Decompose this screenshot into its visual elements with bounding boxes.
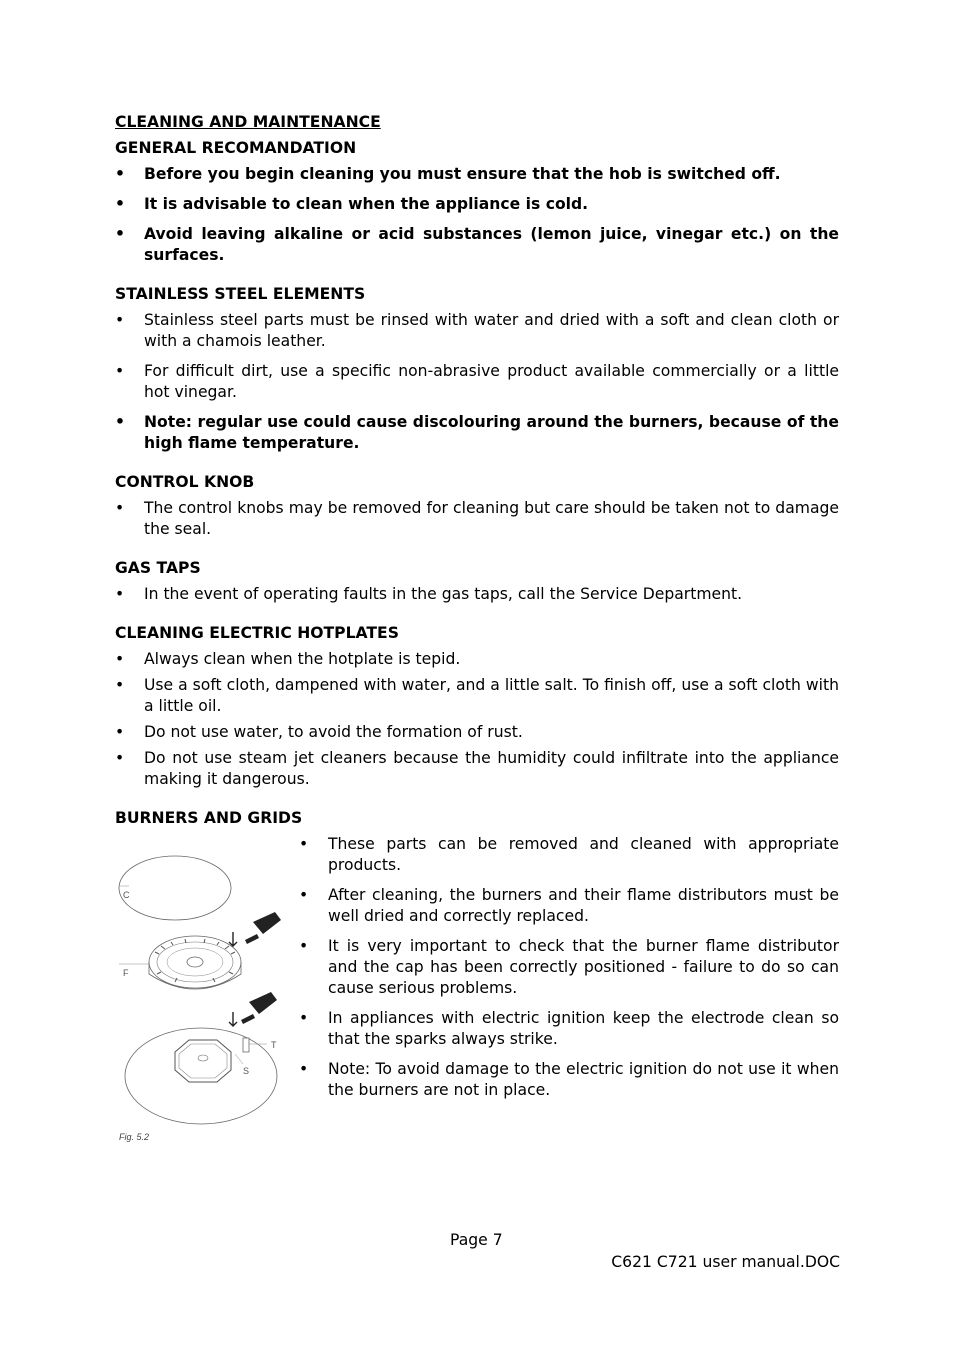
list-item: • Note: To avoid damage to the electric ignition do not use it when the burners are not in place. (299, 1060, 839, 1099)
list-item: • Do not use water, to avoid the formation of rust. (115, 723, 523, 741)
figure-caption: Fig. 5.2 (119, 1132, 150, 1142)
document-filename: C621 C721 user manual.DOC (611, 1253, 840, 1271)
page-number: Page 7 (450, 1231, 503, 1249)
list-item: • Avoid leaving alkaline or acid substances (lemon juice, vinegar etc.) on the surfaces. (115, 225, 839, 264)
list-item: • Note: regular use could cause discolouring around the burners, because of the high flame temperature. (115, 413, 839, 452)
label-t: T (271, 1040, 277, 1050)
list-item: • For difficult dirt, use a specific non-abrasive product available commercially or a little hot vinegar. (115, 362, 839, 401)
list-item: • In appliances with electric ignition keep the electrode clean so that the sparks always strike. (299, 1009, 839, 1048)
bullet-icon: • (299, 835, 309, 853)
document-body (115, 112, 839, 1142)
list-control-knob (115, 498, 839, 540)
heading-control-knob: CONTROL KNOB (115, 473, 255, 491)
list-item: • The control knobs may be removed for cleaning but care should be taken not to damage the seal. (115, 499, 839, 538)
bullet-icon: • (299, 886, 309, 904)
list-item: • Stainless steel parts must be rinsed with water and dried with a soft and clean cloth or with a chamois leather. (115, 311, 839, 350)
list-hotplates (115, 649, 839, 790)
bullet-icon: • (115, 311, 125, 329)
list-item: • Before you begin cleaning you must ensure that the hob is switched off. (115, 165, 781, 183)
bullet-icon: • (299, 1060, 309, 1078)
bullet-icon: • (115, 585, 125, 603)
bullet-icon: • (115, 499, 125, 517)
heading-stainless: STAINLESS STEEL ELEMENTS (115, 285, 366, 303)
heading-gas-taps: GAS TAPS (115, 559, 201, 577)
bullet-icon: • (115, 650, 125, 668)
list-item: • These parts can be removed and cleaned with appropriate products. (299, 835, 839, 874)
list-stainless (115, 310, 839, 454)
list-general (115, 164, 839, 266)
burner-diagram (115, 844, 290, 1144)
list-item: • Always clean when the hotplate is tepid. (115, 650, 461, 668)
list-item: • After cleaning, the burners and their flame distributors must be well dried and correctly replaced. (299, 886, 839, 925)
bullet-icon: • (115, 195, 125, 213)
bullet-icon: • (115, 225, 125, 243)
list-gas-taps (115, 584, 839, 605)
bullet-icon: • (115, 362, 125, 380)
label-c: C (123, 890, 130, 900)
list-burners (299, 834, 839, 1101)
bullet-icon: • (115, 165, 125, 183)
bullet-icon: • (299, 937, 309, 955)
bullet-icon: • (115, 749, 125, 767)
page-title: CLEANING AND MAINTENANCE (115, 113, 381, 131)
heading-hotplates: CLEANING ELECTRIC HOTPLATES (115, 624, 399, 642)
label-s: S (243, 1066, 250, 1076)
list-item: • It is very important to check that the burner flame distributor and the cap has been correctly positioned - failure to do so can cause serious problems. (299, 937, 839, 997)
list-item: • In the event of operating faults in the gas taps, call the Service Department. (115, 585, 743, 603)
burners-section (115, 834, 839, 1142)
bullet-icon: • (115, 413, 125, 431)
bullet-icon: • (299, 1009, 309, 1027)
list-item: • Do not use steam jet cleaners because the humidity could infiltrate into the appliance making it dangerous. (115, 749, 839, 788)
label-f: F (123, 968, 129, 978)
list-item: • It is advisable to clean when the appliance is cold. (115, 195, 589, 213)
bullet-icon: • (115, 723, 125, 741)
list-item: • Use a soft cloth, dampened with water, and a little salt. To finish off, use a soft cloth with a little oil. (115, 676, 839, 715)
heading-burners: BURNERS AND GRIDS (115, 809, 303, 827)
heading-general: GENERAL RECOMANDATION (115, 139, 357, 157)
bullet-icon: • (115, 676, 125, 694)
